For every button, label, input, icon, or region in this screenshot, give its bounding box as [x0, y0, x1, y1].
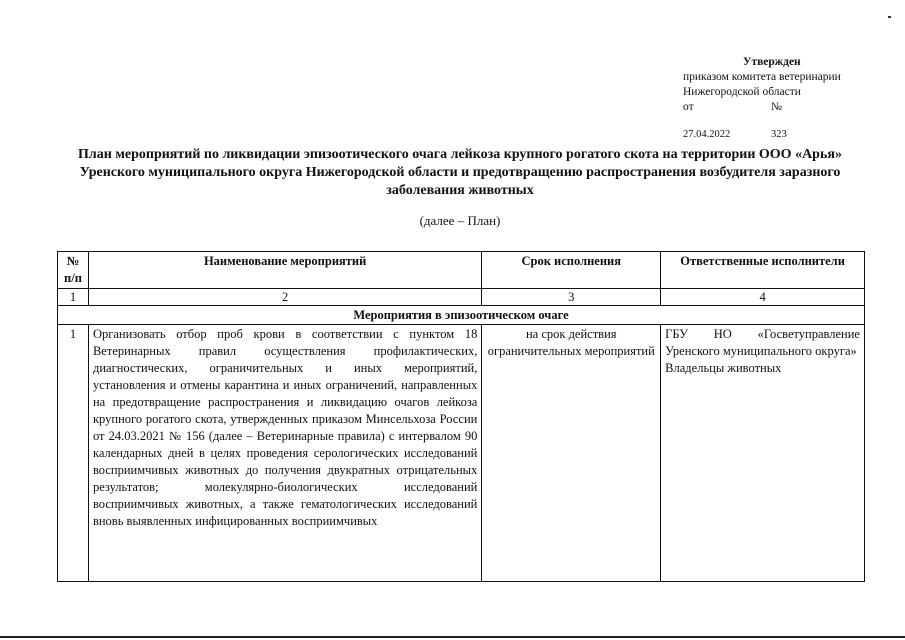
- approval-line-1: приказом комитета ветеринарии: [683, 71, 841, 83]
- header-measure: Наименование мероприятий: [88, 252, 481, 289]
- document-subtitle: (далее – План): [419, 213, 501, 228]
- column-index: 3: [482, 289, 661, 306]
- plan-table: [57, 251, 865, 582]
- approval-values: [683, 127, 898, 142]
- approval-stamp: [683, 55, 898, 142]
- row-executor-2: Владельцы животных: [665, 361, 782, 375]
- header-number: № п/п: [58, 252, 89, 289]
- row-executors: [661, 325, 865, 582]
- row-measure: Организовать отбор проб крови в соответствии с пунктом 18 Ветеринарных правил осуществления профилактических, диагностических, ограничительных и иных мероприятий, установления и отмены карантина и иных ограничений, направленных на предотвращение распространения и ликвидацию очагов лейкоза крупного рогатого скота, утвержденных приказом Минсельхоза России от 24.03.2021 № 156 (далее – Ветеринарные правила) с интервалом 90 календарных дней в целях проведения серологических исследований восприимчивых животных до получения двукратных отрицательных результатов; молекулярно-биологических исследований восприимчивых животных, а также гематологических исследований вновь выявленных инфицированных восприимчивых: [88, 325, 481, 582]
- column-index: 4: [661, 289, 865, 306]
- table-header-row: [58, 252, 865, 289]
- row-term: на срок действия ограничительных мероприятий: [482, 325, 661, 582]
- row-number: 1: [58, 325, 89, 582]
- table-row: [58, 325, 865, 582]
- approval-line-2: Нижегородской области: [683, 86, 801, 98]
- section-row: [58, 306, 865, 325]
- column-index: 1: [58, 289, 89, 306]
- approval-date: 27.04.2022: [683, 129, 731, 140]
- approval-title: Утвержден: [743, 56, 801, 68]
- approval-number-label: №: [771, 101, 782, 113]
- scan-bottom-edge: [0, 636, 905, 638]
- column-number-row: [58, 289, 865, 306]
- header-executors: Ответственные исполнители: [661, 252, 865, 289]
- header-term: Срок исполнения: [482, 252, 661, 289]
- scan-speck: [888, 16, 891, 18]
- document-title: План мероприятий по ликвидации эпизоотического очага лейкоза крупного рогатого скота на территории ООО «Арья» Уренского муниципального округа Нижегородской области и предотвращению распространения возбудителя заразного заболевания животных: [78, 147, 842, 198]
- approval-number: 323: [771, 129, 787, 140]
- approval-from-label: от: [683, 101, 694, 113]
- approval-labels: [683, 100, 898, 115]
- column-index: 2: [88, 289, 481, 306]
- section-title: Мероприятия в эпизоотическом очаге: [58, 306, 865, 325]
- row-executor-1: ГБУ НО «Госветуправление Уренского муниципального округа»: [665, 327, 860, 358]
